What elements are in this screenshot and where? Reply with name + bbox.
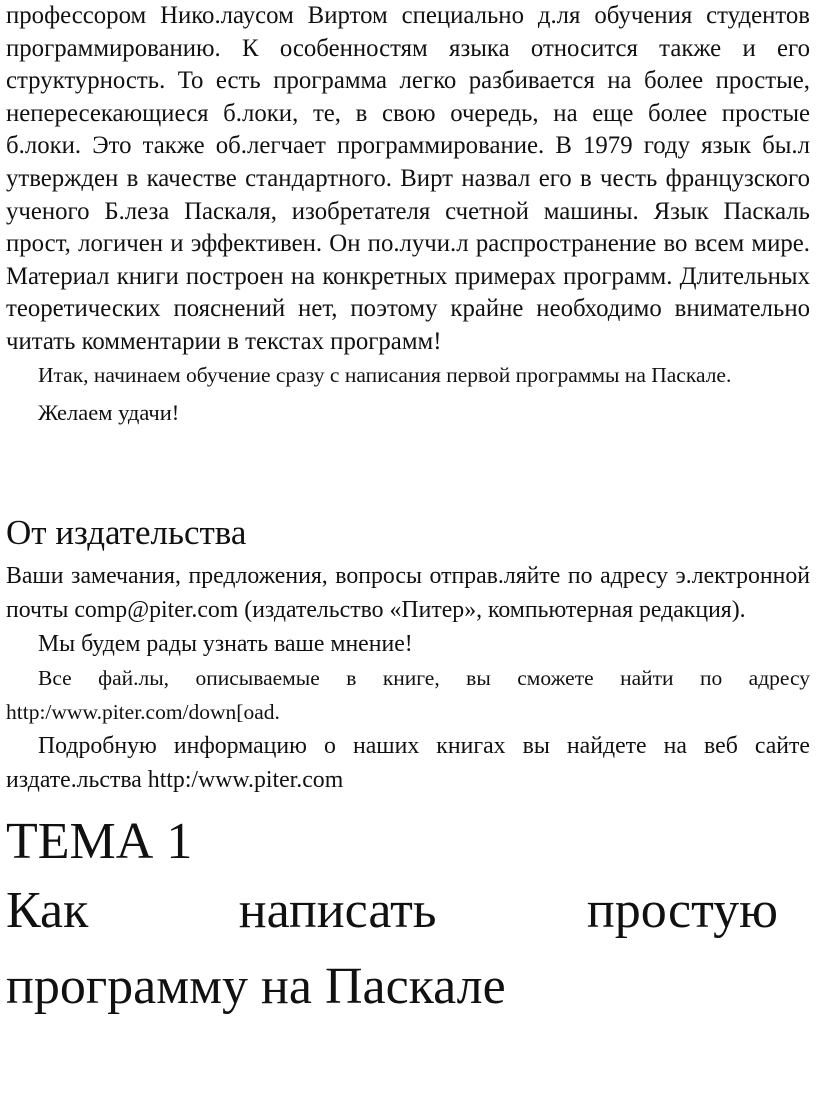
chapter-title-word: Как [6,881,89,939]
info-paragraph: Подробную информацию о наших книгах вы найдете на веб сайте издате.льства http:/www.piter.com [6,732,810,793]
chapter-title [6,873,810,1025]
chapter-title-word: написать [238,881,437,939]
feedback-paragraph: Ваши замечания, предложения, вопросы отправ.ляйте по адресу э.лектронной почты comp@piter.com (издательство «Питер», компьютерная редакция). [6,562,810,623]
theme-heading: ТЕМА 1 [6,812,193,870]
files-paragraph: Все фай.лы, описываемые в книге, вы сможете найти по адресу http:/www.piter.com/down[oad. [6,665,810,724]
start-note-paragraph: Итак, начинаем обучение сразу с написания первой программы на Паскале. [38,362,732,387]
opinion-paragraph: Мы будем рады узнать ваше мнение! [38,630,413,657]
wish-line: Желаем удачи! [38,399,180,425]
document-page [6,0,810,1025]
intro-paragraph: профессором Нико.лаусом Виртом специально д.ля обучения студентов программированию. К особенностям языка относится также и его структурность. То есть программа легко разбивается на более простые, непересекающиеся б.локи, те, в свою очередь, на еще более простые б.локи. Это также об.легчает программирование. В 1979 году язык бы.л утвержден в качестве стандартного. Вирт назвал его в честь французского ученого Б.леза Паскаля, изобретателя счетной машины. Язык Паскаль прост, логичен и эффективен. Он по.лучи.л распространение во всем мире. Материал книги построен на конкретных примерах программ. Длительных теоретических пояснений нет, поэтому крайне необходимо внимательно читать комментарии в текстах программ! [6,2,810,355]
chapter-title-line-2: программу на Паскале [6,957,506,1015]
chapter-title-line-1 [6,873,778,949]
chapter-title-word: простую [586,881,778,939]
publisher-section-title: От издательства [6,512,247,552]
